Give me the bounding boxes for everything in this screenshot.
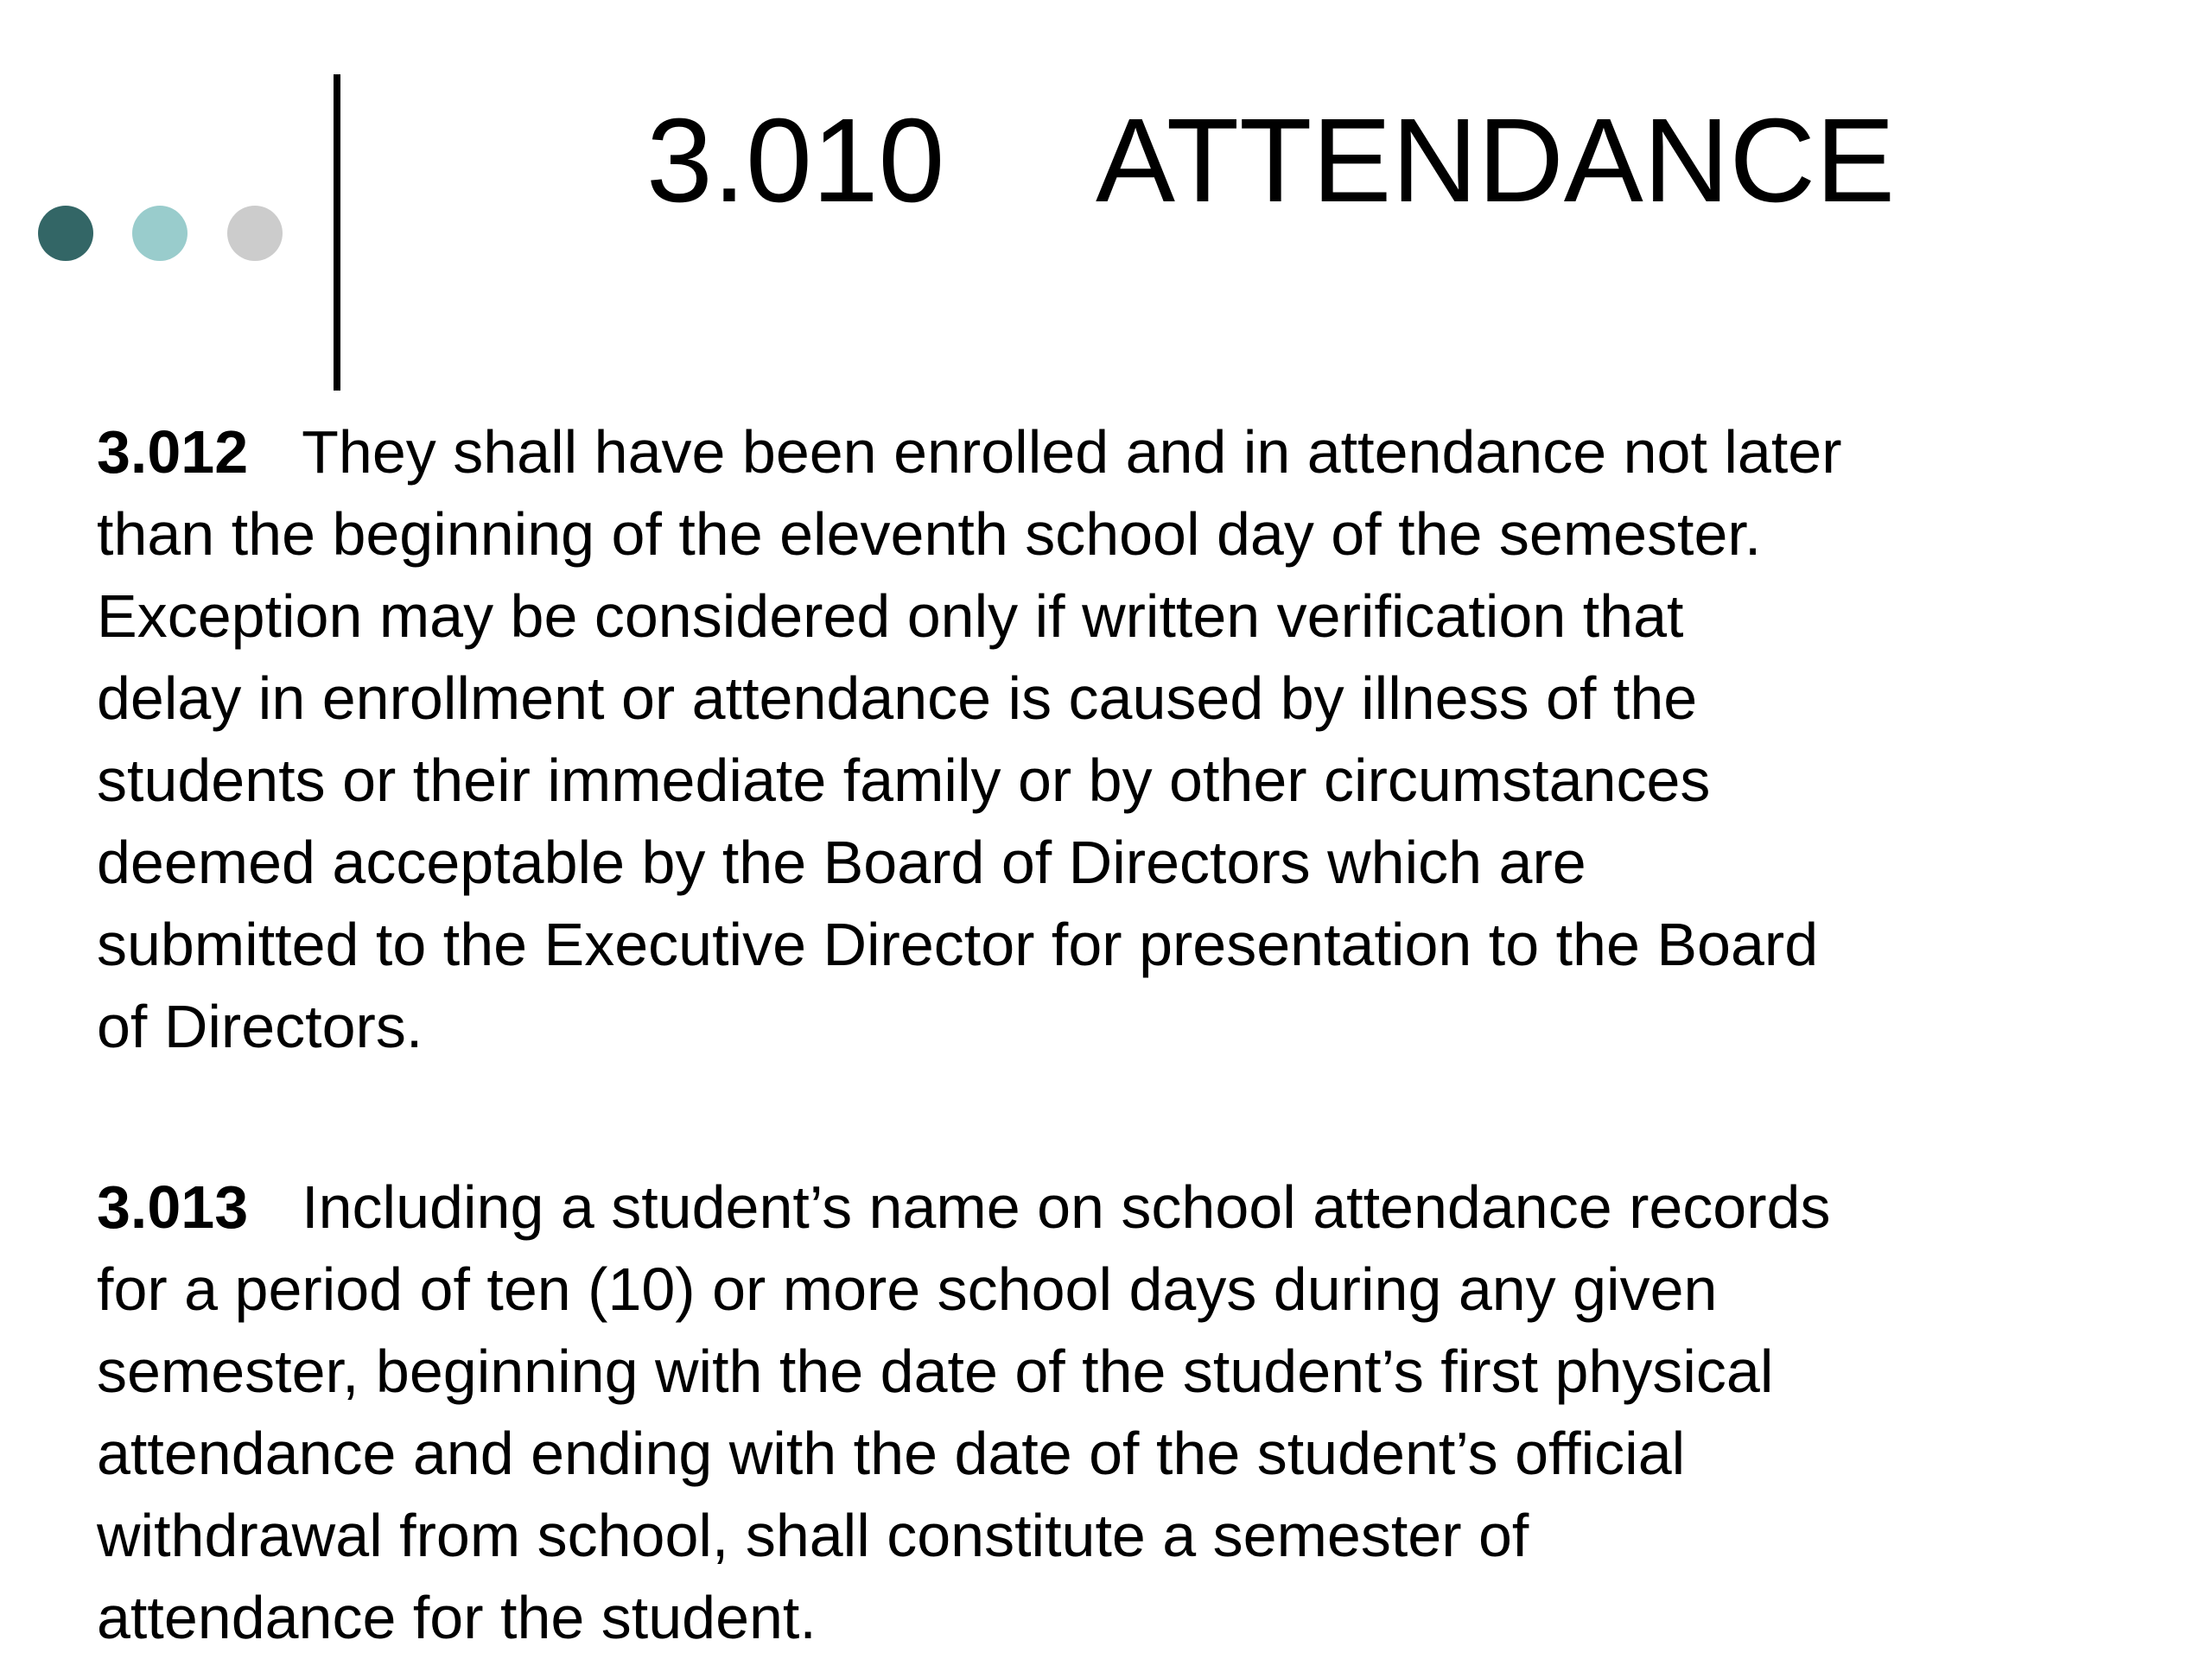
text-line: 3.013 Including a student’s name on school attendance records bbox=[97, 1173, 1831, 1241]
text-line: submitted to the Executive Director for presentation to the Board bbox=[97, 911, 1819, 978]
text-line: Exception may be considered only if written verification that bbox=[97, 582, 1684, 650]
text-line: than the beginning of the eleventh school day of the semester. bbox=[97, 500, 1762, 568]
text-line: attendance for the student. bbox=[97, 1584, 817, 1651]
page-title: ATTENDANCE bbox=[1096, 94, 1896, 227]
section-3-013 bbox=[97, 1166, 2188, 1659]
title-number: 3.010 bbox=[646, 94, 945, 227]
dot-gray bbox=[227, 206, 283, 261]
text-line: for a period of ten (10) or more school days during any given bbox=[97, 1255, 1718, 1323]
dot-dark bbox=[38, 206, 93, 261]
text-line: withdrawal from school, shall constitute a semester of bbox=[97, 1502, 1529, 1569]
section-number: 3.012 bbox=[97, 418, 249, 486]
section-3-012 bbox=[97, 411, 2188, 1068]
text-line: of Directors. bbox=[97, 993, 423, 1060]
text-line: semester, beginning with the date of the student’s first physical bbox=[97, 1338, 1774, 1405]
text-line: deemed acceptable by the Board of Directors which are bbox=[97, 829, 1586, 896]
text-line: attendance and ending with the date of the student’s official bbox=[97, 1420, 1686, 1487]
dot-light bbox=[132, 206, 188, 261]
text-line: 3.012 They shall have been enrolled and in attendance not later bbox=[97, 418, 1842, 486]
section-number: 3.013 bbox=[97, 1173, 249, 1241]
text-line: delay in enrollment or attendance is caused by illness of the bbox=[97, 664, 1698, 732]
title-divider bbox=[334, 74, 340, 391]
text-line: students or their immediate family or by other circumstances bbox=[97, 747, 1711, 814]
